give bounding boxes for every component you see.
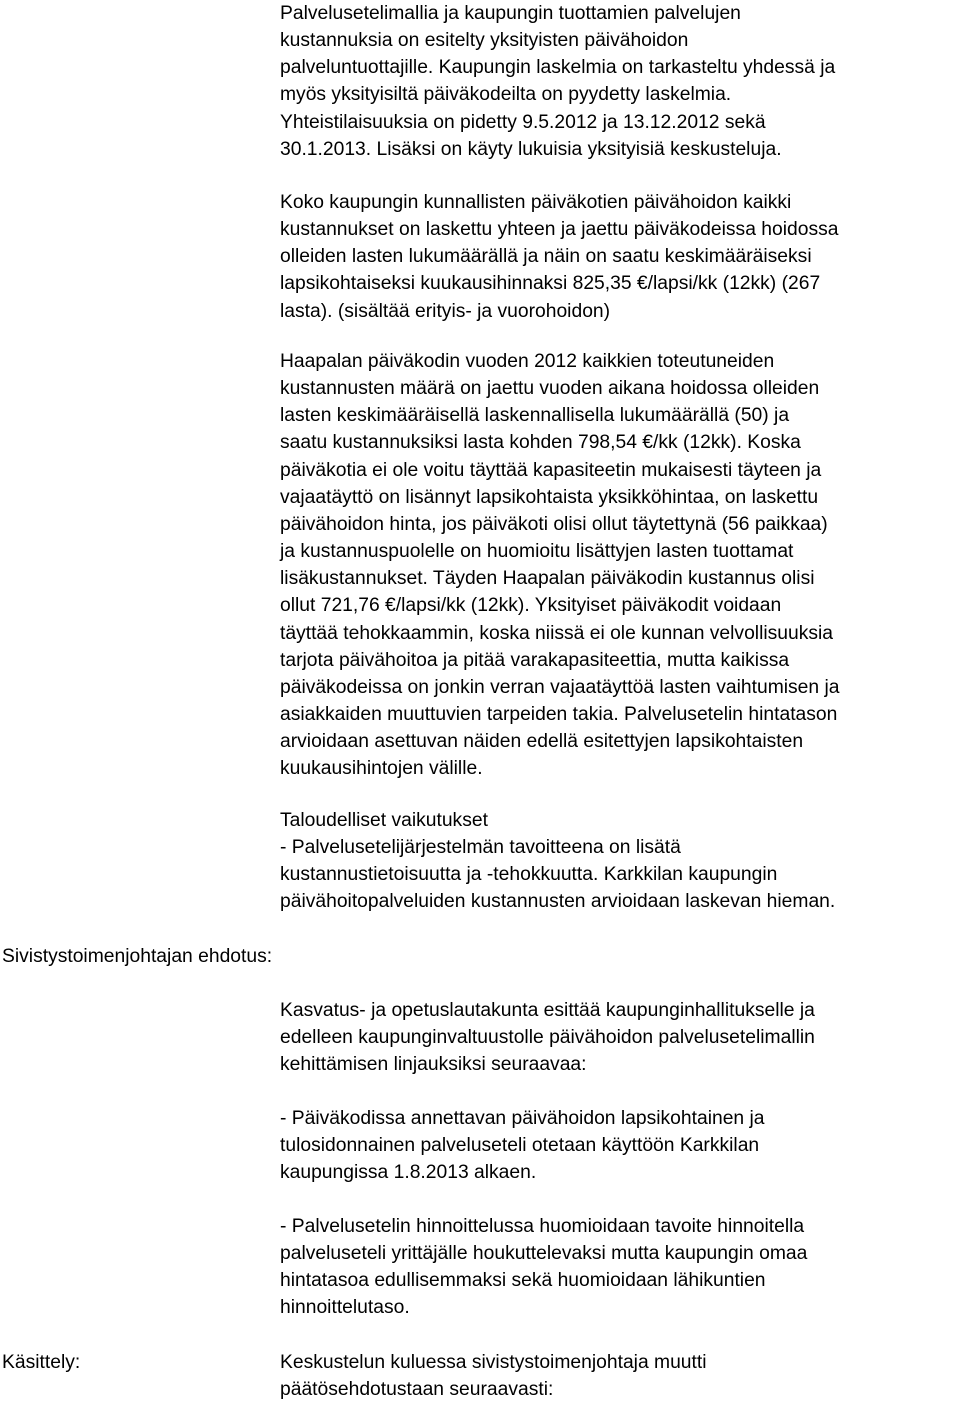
intro-paragraph: Palvelusetelimallia ja kaupungin tuottamien palvelujen kustannuksia on esitelty yksityisten päivähoidon palveluntuottajille. Kaupungin laskelmia on tarkasteltu yhdessä ja myös yksityisiltä päiväkodeilta on pyydetty laskelmia. Yhteistilaisuuksia on pidetty 9.5.2012 ja 13.12.2012 sekä 30.1.2013. Lisäksi on käyty lukuisia yksityisiä keskusteluja. xyxy=(280,3,836,160)
proposal-label: Sivistystoimenjohtajan ehdotus: xyxy=(2,946,273,967)
handling-label: Käsittely: xyxy=(2,1352,81,1373)
proposal-paragraph: Kasvatus- ja opetuslautakunta esittää kaupunginhallitukselle ja edelleen kaupunginvaltuustolle päivähoidon palvelusetelimallin kehittämisen linjauksiksi seuraavaa: xyxy=(280,1000,815,1076)
financial-effects-paragraph: Taloudelliset vaikutukset - Palvelusetelijärjestelmän tavoitteena on lisätä kustannustietoisuutta ja -tehokkuutta. Karkkilan kaupungin päivähoitopalveluiden kustannusten arvioidaan laskevan hieman. xyxy=(280,810,836,913)
haapala-cost-paragraph: Haapalan päiväkodin vuoden 2012 kaikkien toteutuneiden kustannusten määrä on jaettu vuoden aikana hoidossa olleiden lasten keskimääräisellä laskennallisella lukumäärällä (50) ja saatu kustannuksiksi lasta kohden 798,54 €/kk (12kk). Koska päiväkotia ei ole voitu täyttää kapasiteetin mukaisesti täyteen ja vajaatäyttö on lisännyt lapsikohtaista yksikköhintaa, on laskettu päivähoidon hinta, jos päiväkoti olisi ollut täytettynä (56 paikkaa) ja kustannuspuolelle on huomioitu lisättyjen lasten tuottamat lisäkustannukset. Täyden Haapalan päiväkodin kustannus olisi ollut 721,76 €/lapsi/kk (12kk). Yksityiset päiväkodit voidaan täyttää tehokkaammin, koska niissä ei ole kunnan velvollisuuksia tarjota päivähoitoa ja pitää varakapasiteettia, mutta kaikissa päiväkodeissa on jonkin verran vajaatäyttöä lasten vaihtumisen ja asiakkaiden muuttuvien tarpeiden takia. Palvelusetelin hintatason arvioidaan asettuvan näiden edellä esitettyjen lapsikohtaisten kuukausihintojen välille. xyxy=(280,351,840,780)
proposal-point-2: - Palvelusetelin hinnoittelussa huomioidaan tavoite hinnoitella palveluseteli yrittäjälle houkuttelevaksi mutta kaupungin omaa hintatasoa edullisemmaksi sekä huomioidaan lähikuntien hinnoittelutaso. xyxy=(280,1216,808,1319)
proposal-point-1: - Päiväkodissa annettavan päivähoidon lapsikohtainen ja tulosidonnainen palveluseteli otetaan käyttöön Karkkilan kaupungissa 1.8.2013 alkaen. xyxy=(280,1108,765,1184)
discussion-paragraph: Keskustelun kuluessa sivistystoimenjohtaja muutti päätösehdotustaan seuraavasti: xyxy=(280,1352,707,1401)
city-cost-paragraph: Koko kaupungin kunnallisten päiväkotien päivähoidon kaikki kustannukset on laskettu yhteen ja jaettu päiväkodeissa hoidossa olleiden lasten lukumäärällä ja näin on saatu keskimääräiseksi lapsikohtaiseksi kuukausihinnaksi 825,35 €/lapsi/kk (12kk) (267 lasta). (sisältää erityis- ja vuorohoidon) xyxy=(280,192,839,322)
